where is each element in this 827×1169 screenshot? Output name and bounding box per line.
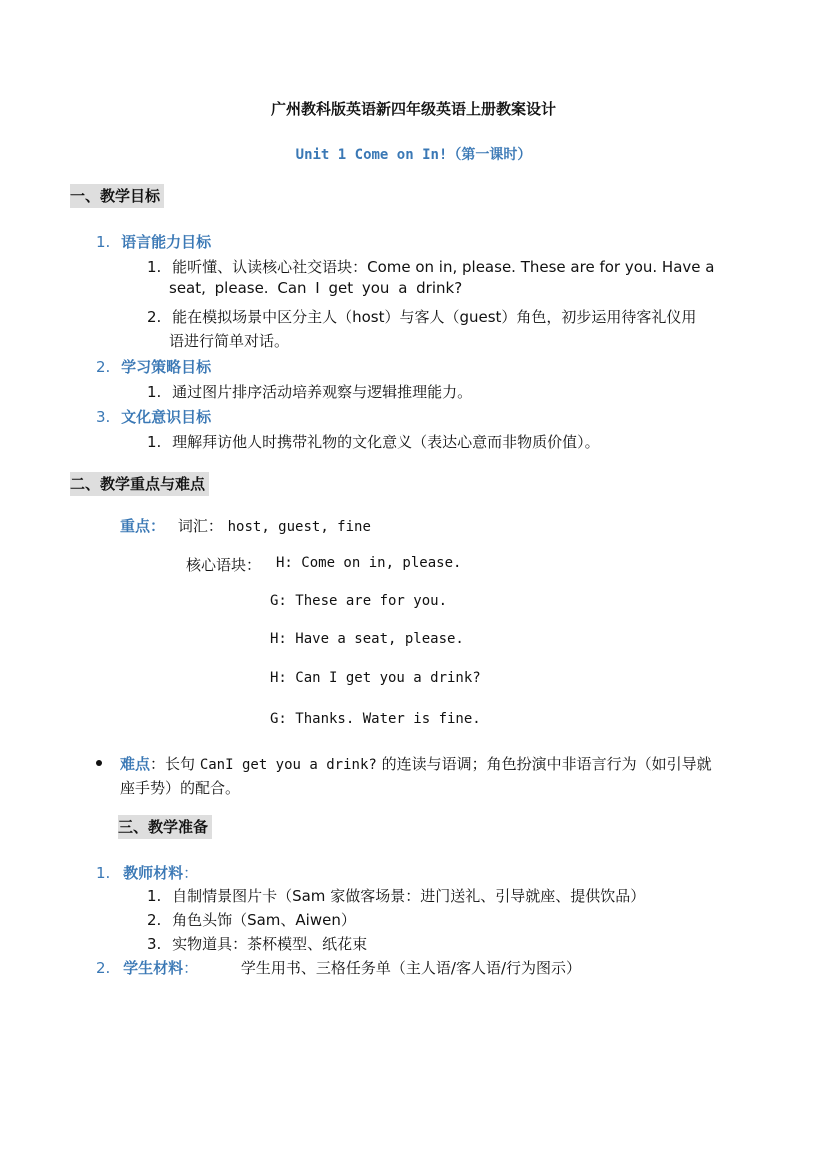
teacher-item-3	[147, 933, 367, 954]
teacher-item-1	[147, 885, 645, 906]
goal1-item2-line1	[147, 306, 696, 327]
goal3-item1	[147, 431, 600, 452]
chunk-line-2: G: These are for you.	[270, 593, 448, 609]
document-title: 广州教科版英语新四年级英语上册教案设计	[270, 100, 556, 118]
difficulty-line2: 座手势）的配合。	[120, 779, 241, 797]
goal2-item1-number: 1.	[147, 383, 162, 401]
document-subtitle: Unit 1 Come on In!（第一课时）	[295, 147, 532, 163]
goal1-item1-line2: seat, please. Can I get you a drink?	[169, 279, 463, 297]
chunk-line-4: H: Can I get you a drink?	[270, 670, 481, 686]
key-point-colon: ：	[150, 517, 166, 535]
goal3-number: 3.	[96, 408, 111, 426]
section-heading-objectives: 一、教学目标	[70, 184, 164, 208]
goal2-heading	[96, 356, 211, 377]
key-point-row	[120, 515, 371, 536]
goal1-item1-text: 能听懂、认读核心社交语块：Come on in, please. These are for you. Have a	[172, 258, 715, 276]
section-heading-preparation: 三、教学准备	[118, 815, 212, 839]
goal3-title: 文化意识目标	[121, 408, 212, 426]
teacher-materials-colon: ：	[183, 864, 199, 882]
teacher-item-1-text: 自制情景图片卡（Sam 家做客场景：进门送礼、引导就座、提供饮品）	[172, 887, 646, 905]
goal1-number: 1.	[96, 233, 111, 251]
key-point-label: 重点	[120, 517, 151, 535]
difficulty-sentence: CanI get you a drink?	[199, 757, 377, 773]
difficulty-pre: ：长句	[150, 755, 196, 773]
goal1-heading	[96, 231, 211, 252]
teacher-item-2-text: 角色头饰（Sam、Aiwen）	[172, 911, 356, 929]
teacher-item-3-number: 3.	[147, 935, 162, 953]
goal3-item1-number: 1.	[147, 433, 162, 451]
difficulty-line1	[120, 753, 712, 774]
goal1-item1-line1	[147, 256, 714, 277]
section-heading-key-points: 二、教学重点与难点	[70, 472, 209, 496]
student-materials-row	[96, 957, 581, 978]
teacher-item-2	[147, 909, 356, 930]
bullet-dot	[96, 760, 102, 766]
student-materials-label: 学生材料	[123, 959, 184, 977]
goal2-item1	[147, 381, 472, 402]
goal1-title: 语言能力目标	[121, 233, 212, 251]
chunks-label: 核心语块：	[186, 556, 262, 574]
chunk-line-3: H: Have a seat, please.	[270, 631, 464, 647]
teacher-item-1-number: 1.	[147, 887, 162, 905]
goal1-item1-number: 1.	[147, 258, 162, 276]
difficulty-desc: 的连读与语调；角色扮演中非语言行为（如引导就	[381, 755, 712, 773]
student-materials-number: 2.	[96, 959, 111, 977]
goal1-item2-line2: 语进行简单对话。	[169, 332, 290, 350]
teacher-materials-label: 教师材料	[123, 864, 184, 882]
vocab-words: host, guest, fine	[227, 519, 371, 535]
teacher-item-2-number: 2.	[147, 911, 162, 929]
goal2-title: 学习策略目标	[121, 358, 212, 376]
vocab-label: 词汇：	[177, 517, 223, 535]
goal2-item1-text: 通过图片排序活动培养观察与逻辑推理能力。	[172, 383, 473, 401]
chunk-line-1: H: Come on in, please.	[276, 555, 462, 571]
goal3-heading	[96, 406, 211, 427]
chunk-line-5: G: Thanks. Water is fine.	[270, 711, 481, 727]
goal3-item1-text: 理解拜访他人时携带礼物的文化意义（表达心意而非物质价值）。	[172, 433, 600, 451]
student-materials-colon: ：	[183, 959, 199, 977]
goal1-item2-number: 2.	[147, 308, 162, 326]
teacher-materials-heading	[96, 862, 198, 883]
teacher-materials-number: 1.	[96, 864, 111, 882]
goal2-number: 2.	[96, 358, 111, 376]
goal1-item2-text: 能在模拟场景中区分主人（host）与客人（guest）角色，初步运用待客礼仪用	[172, 308, 697, 326]
teacher-item-3-text: 实物道具：茶杯模型、纸花束	[172, 935, 368, 953]
difficulty-label: 难点	[120, 755, 151, 773]
student-materials-text: 学生用书、三格任务单（主人语/客人语/行为图示）	[240, 959, 582, 977]
